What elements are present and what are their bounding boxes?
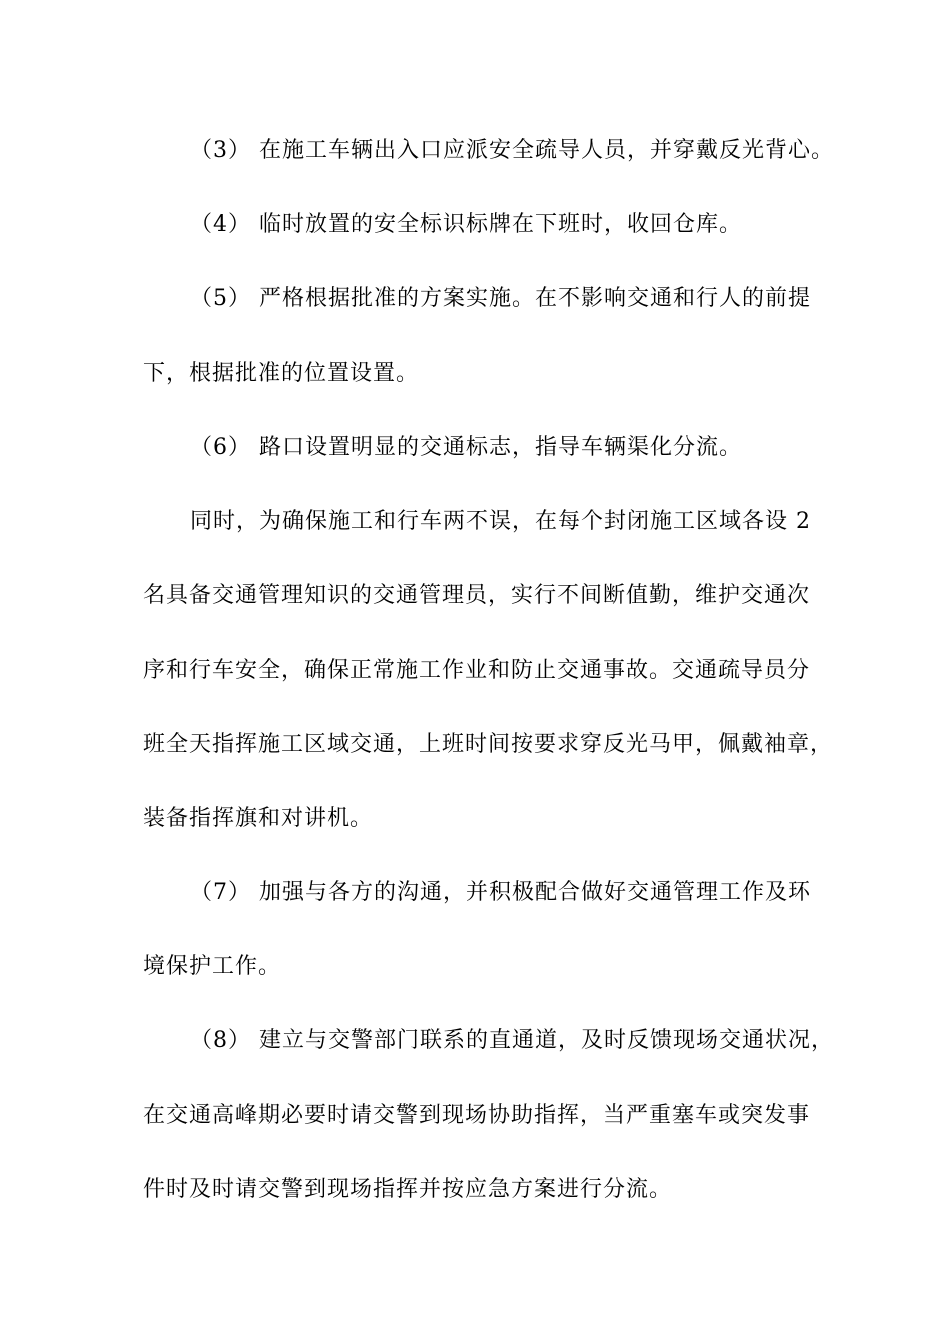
- paragraph-body-line-2: 名具备交通管理知识的交通管理员，实行不间断值勤，维护交通次: [143, 583, 811, 608]
- paragraph-8-line-2: 在交通高峰期必要时请交警到现场协助指挥，当严重塞车或突发事: [143, 1103, 811, 1128]
- paragraph-6: （6） 路口设置明显的交通标志，指导车辆渠化分流。: [190, 435, 742, 460]
- paragraph-5-line-2: 下，根据批准的位置设置。: [143, 361, 420, 386]
- paragraph-7-line-2: 境保护工作。: [143, 954, 282, 979]
- paragraph-5-line-1: （5） 严格根据批准的方案实施。在不影响交通和行人的前提: [190, 286, 811, 311]
- paragraph-body-line-5: 装备指挥旗和对讲机。: [143, 806, 374, 831]
- paragraph-body-line-1: 同时，为确保施工和行车两不误，在每个封闭施工区域各设 2: [190, 509, 811, 534]
- paragraph-body-line-4: 班全天指挥施工区域交通，上班时间按要求穿反光马甲，佩戴袖章，: [143, 732, 834, 757]
- paragraph-4: （4） 临时放置的安全标识标牌在下班时，收回仓库。: [190, 212, 742, 237]
- paragraph-8-line-1: （8） 建立与交警部门联系的直通道，及时反馈现场交通状况，: [190, 1028, 834, 1053]
- paragraph-8-line-3: 件时及时请交警到现场指挥并按应急方案进行分流。: [143, 1177, 673, 1202]
- paragraph-body-line-3: 序和行车安全，确保正常施工作业和防止交通事故。交通疏导员分: [143, 658, 811, 683]
- paragraph-3: （3） 在施工车辆出入口应派安全疏导人员，并穿戴反光背心。: [190, 138, 834, 163]
- paragraph-7-line-1: （7） 加强与各方的沟通，并积极配合做好交通管理工作及环: [190, 880, 811, 905]
